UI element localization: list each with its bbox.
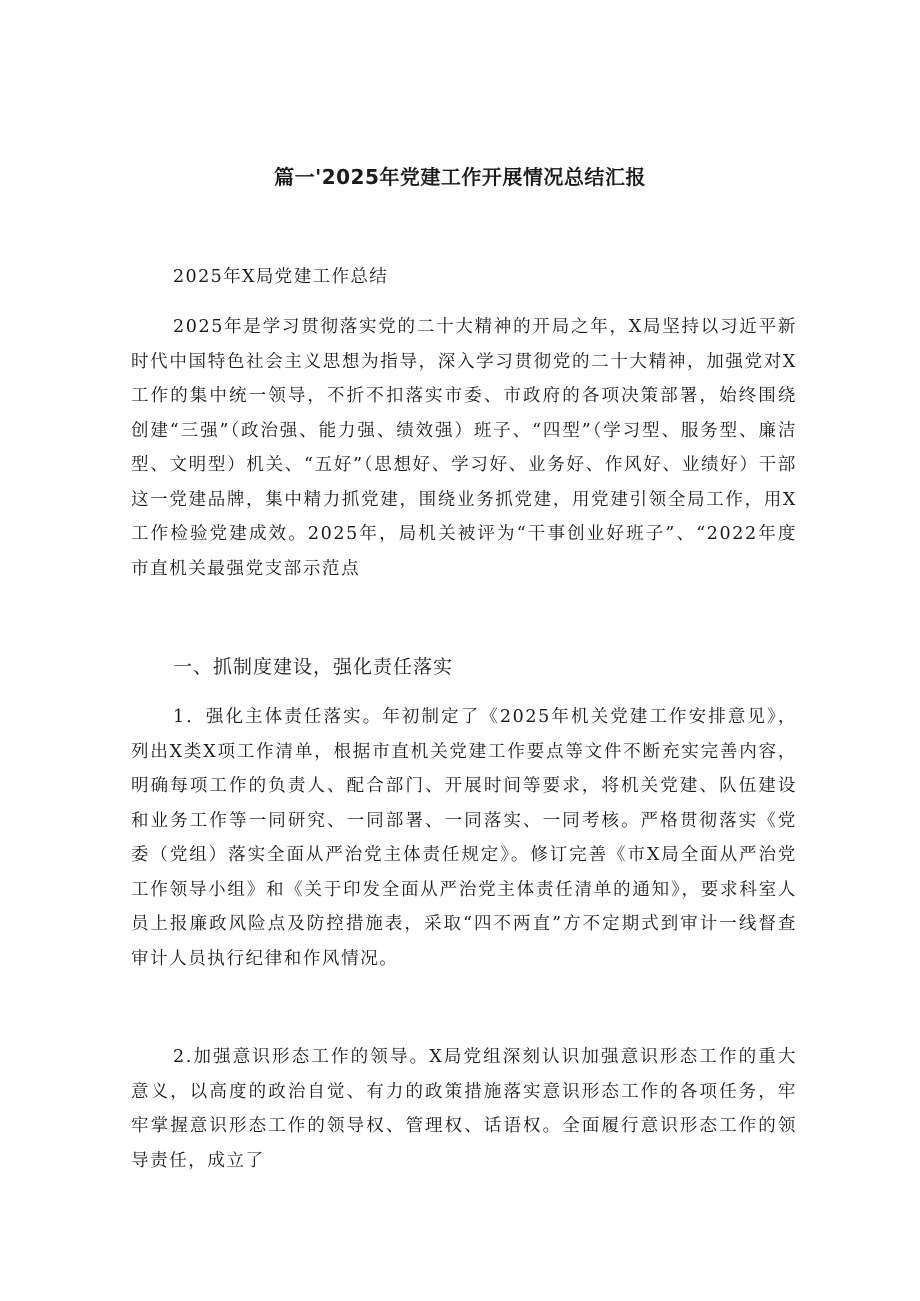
document-subtitle: 2025年X局党建工作总结 <box>173 267 389 287</box>
paragraph-responsibility: 1．强化主体责任落实。年初制定了《2025年机关党建工作安排意见》，列出X类X项工作清单，根据市直机关党建工作要点等文件不断充实完善内容，明确每项工作的负责人、配合部门、开展时间等要求，将机关党建、队伍建设和业务工作等一同研究、一同部署、一同落实、一同考核。严格贯彻落实《党委（党组）落实全面从严治党主体责任规定》。修订完善《市X局全面从严治党工作领导小组》和《关于印发全面从严治党主体责任清单的通知》，要求科室人员上报廉政风险点及防控措施表，采取“四不两直”方不定期式到审计一线督查审计人员执行纪律和作风情况。 <box>131 707 797 969</box>
document-title: 篇一'2025年党建工作开展情况总结汇报 <box>274 165 646 189</box>
section-heading: 一、抓制度建设，强化责任落实 <box>173 656 454 678</box>
paragraph-intro: 2025年是学习贯彻落实党的二十大精神的开局之年，X局坚持以习近平新时代中国特色社会主义思想为指导，深入学习贯彻党的二十大精神，加强党对X工作的集中统一领导，不折不扣落实市委、市政府的各项决策部署，始终围绕创建“三强”（政治强、能力强、绩效强）班子、“四型”（学习型、服务型、廉洁型、文明型）机关、“五好”（思想好、学习好、业务好、作风好、业绩好）干部这一党建品牌，集中精力抓党建，围绕业务抓党建，用党建引领全局工作，用X工作检验党建成效。2025年，局机关被评为“干事创业好班子”、“2022年度市直机关最强党支部示范点 <box>131 317 797 579</box>
paragraph-ideology: 2.加强意识形态工作的领导。X局党组深刻认识加强意识形态工作的重大意义，以高度的政治自觉、有力的政策措施落实意识形态工作的各项任务，牢牢掌握意识形态工作的领导权、管理权、话语权。全面履行意识形态工作的领导责任，成立了 <box>131 1047 797 1171</box>
